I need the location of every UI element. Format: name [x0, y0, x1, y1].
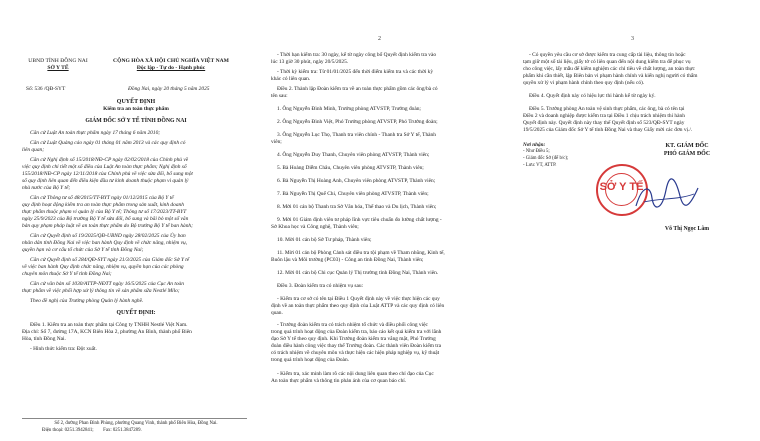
text-line: - Kiểm tra, xác minh làm rõ các nội dung liên quan theo chỉ đạo của Cục — [277, 371, 434, 377]
text-line: đạo Sở Y tế theo quy định. Khi Trưởng đoàn kiểm tra vắng mặt, Phó Trưởng — [271, 336, 436, 342]
article-1: Điều 1. Kiểm tra an toàn thực phẩm tại Công ty TNHH Nestlé Việt Nam. — [30, 322, 188, 328]
decision-title: QUYẾT ĐỊNH — [116, 99, 156, 105]
document-page-1 — [0, 0, 253, 441]
member-item: 8. Mời 01 cán bộ Thanh tra Sở Văn hóa, Thể thao và Du lịch, Thành viên; — [277, 204, 437, 210]
text-line: Buôn lậu và Môi trường (PC03) - Công an tỉnh Đồng Nai, Thành viên; — [271, 257, 424, 263]
text-line: Căn cứ văn bản số 1030/ATTP-NĐTT ngày 16/5/2025 của Cục An toàn — [30, 281, 184, 287]
text-line: quan. — [271, 310, 283, 316]
text-line: ngày 25/9/2023 của Bộ trưởng Bộ Y tế sửa đổi, bổ sung và bãi bỏ một số văn — [22, 216, 189, 222]
text-line: 155/2018/NĐ-CP ngày 12/11/2018 của Chính phủ về việc sửa đổi, bổ sung một — [22, 171, 193, 177]
text-line: bản quy phạm pháp luật về an toàn thực phẩm do Bộ trưởng Bộ Y tế ban hành; — [22, 223, 193, 229]
issuing-agency: UBND TỈNH ĐỒNG NAI SỞ Y TẾ — [28, 58, 88, 71]
document-page-3 — [507, 0, 760, 441]
text-line: - Hình thức kiểm tra: Đột xuất. — [30, 346, 97, 352]
text-line: số quy định liên quan đến điều kiện đầu tư kinh doanh thuộc phạm vi quản lý — [22, 178, 189, 184]
text-line: đoàn điều hành công việc thay thế Trưởng đoàn. Các thành viên Đoàn kiểm tra — [271, 343, 441, 349]
text-line: Hòa, tỉnh Đồng Nai. — [22, 336, 66, 342]
text-line: quyền hạn và cơ cấu tổ chức của Sở Y tế tỉnh Đồng Nai; — [22, 247, 144, 253]
text-line: - Trưởng đoàn kiểm tra có trách nhiệm tổ chức và điều phối công việc — [277, 322, 428, 328]
member-item: 7. Bà Nguyễn Thị Quế Chi, Chuyên viên phòng ATVSTP, Thành viên; — [277, 191, 429, 197]
recipient-item: - Lưu: VT, ATTP. — [523, 163, 557, 168]
sign-subtitle: PHÓ GIÁM ĐỐC — [663, 151, 711, 157]
text-line: phẩm khi cần thiết, lập Biên bản vi phạm hành chính và kiến nghị người có thẩm — [523, 73, 698, 79]
text-line: tên sau: — [271, 93, 288, 99]
page-number: 2 — [378, 36, 381, 42]
member-item: 1. Ông Nguyễn Đình Minh, Trưởng phòng ATVSTP, Trưởng đoàn; — [277, 106, 421, 112]
text-line: Căn cứ Quyết định số 19/2025/QĐ-UBND ngày 28/02/2025 của Ủy ban — [30, 233, 186, 239]
text-line: liên quan; — [22, 147, 45, 153]
recipients-label: Nơi nhận: — [523, 142, 546, 148]
text-line: 19/5/2025 của Giám đốc Sở Y tế tỉnh Đồng Nai và thay Giấy mời các đơn vị./. — [523, 127, 693, 133]
text-line: Điều 2 và doanh nghiệp được kiểm tra tại Điều 1 chịu trách nhiệm thi hành — [523, 113, 685, 119]
member-item: 6. Bà Nguyễn Thị Hoàng Anh, Chuyên viên phòng ATVSTP, Thành viên; — [277, 178, 436, 184]
signer-name: Võ Thị Ngọc Lâm — [664, 226, 710, 232]
handwritten-signature — [632, 176, 702, 216]
decision-subtitle: Kiểm tra an toàn thực phẩm — [103, 106, 169, 112]
text-line: - Thời hạn kiểm tra: 30 ngày, kể từ ngày công bố Quyết định kiểm tra vào — [277, 52, 437, 58]
member-item: 2. Ông Nguyễn Đình Việt, Phó Trưởng phòng ATVSTP, Phó Trưởng đoàn; — [277, 119, 438, 125]
article-5: Điều 5. Trưởng phòng An toàn vệ sinh thực phẩm, các ông, bà có tên tại — [529, 106, 685, 112]
text-line: Địa chỉ: Số 7, đường 17A, KCN Biên Hòa 2, phường An Bình, thành phố Biên — [22, 329, 192, 335]
article-3: Điều 3. Đoàn kiểm tra có nhiệm vụ sau: — [277, 283, 364, 289]
sign-title: KT. GIÁM ĐỐC — [665, 143, 709, 149]
text-line: Quyết định này. Quyết định này thay thế Quyết định số 523/QĐ-SYT ngày — [523, 120, 685, 126]
article-4: Điều 4. Quyết định này có hiệu lực thi hành kể từ ngày ký. — [529, 93, 656, 99]
member-item: 5. Bà Hoàng Diễm Châu, Chuyên viên phòng ATVSTP, Thành viên; — [277, 165, 424, 171]
text-line: Căn cứ Nghị định số 15/2018/NĐ-CP ngày 02/02/2018 của Chính phủ về — [30, 157, 189, 163]
text-line: định về an toàn thực phẩm theo quy định của Luật ATTP và các quy định có liên — [271, 303, 445, 309]
text-line: thực phẩm thuộc phạm vi quản lý của Bộ Y tế; Thông tư số 17/2023/TT-BYT — [22, 209, 187, 215]
text-line: quy định hoạt động kiểm tra an toàn thực phẩm trong sản xuất, kinh doanh — [22, 202, 184, 208]
document-page-2 — [253, 0, 507, 441]
page-number: 3 — [631, 36, 634, 42]
text-line: Căn cứ Luật Quảng cáo ngày 01 tháng 01 năm 2013 và các quy định có — [30, 140, 186, 146]
footer-phone-fax: Điện thoại: 0251.3942841; Fax: 0251.3847289. — [42, 428, 142, 433]
text-line: - Có quyền yêu cầu cơ sở được kiểm tra cung cấp tài liệu, thông tin hoặc — [529, 52, 686, 58]
text-line: nhà nước của Bộ Y tế; — [22, 185, 71, 191]
text-line: Sở Khoa học và Công nghệ, Thành viên; — [271, 224, 359, 230]
member-item: 4. Ông Nguyễn Duy Thanh, Chuyên viên phòng ATVSTP, Thành viên; — [277, 152, 430, 158]
member-item: 3. Ông Nguyễn Lục Thọ, Thanh tra viên chính - Thanh tra Sở Y tế, Thành — [277, 132, 436, 138]
member-item: 9. Mời 01 Giám định viên tư pháp lĩnh vực tiêu chuẩn đo lường chất lượng - — [277, 217, 442, 223]
text-line: An toàn thực phẩm và thông tin phản ánh của cơ quan báo chí. — [271, 378, 407, 384]
text-line: có trách nhiệm về chuyên môn và thực hiện các hiện pháp nghiệp vụ, kỹ thuật — [271, 350, 440, 356]
seal-text: SỞ Y TẾ — [599, 181, 644, 193]
text-line: - Kiểm tra cơ sở có tên tại Điều 1 Quyết định này về việc thực hiện các quy — [277, 296, 440, 302]
text-line: khác có liên quan. — [271, 76, 311, 82]
text-line: nhân dân tỉnh Đồng Nai về việc ban hành Quy định về chức năng, nhiệm vụ, — [22, 240, 188, 246]
member-item: 11. Mời 01 cán bộ Phòng Cảnh sát điều tra tội phạm về Tham nhũng, Kinh tế, — [277, 250, 445, 256]
article-2: Điều 2. Thành lập Đoàn kiểm tra về an toàn thực phẩm gồm các ông/bà có — [277, 86, 438, 92]
text-line: trong quá trình hoạt động của Đoàn. — [271, 357, 349, 363]
footer-address: Số 2, đường Phan Đình Phùng, phường Quang Vinh, thành phố Biên Hòa, Đồng Nai. — [54, 421, 218, 426]
text-line: trong quá trình hoạt động của Đoàn kiểm tra, báo cáo kết quả kiểm tra với lãnh — [271, 329, 442, 335]
issuing-authority: GIÁM ĐỐC SỞ Y TẾ TỈNH ĐỒNG NAI — [85, 118, 187, 124]
recipient-item: - Giám đốc Sở (để b/c); — [523, 156, 569, 161]
member-item: 12. Mời 01 cán bộ Chi cục Quản lý Thị trường tỉnh Đồng Nai, Thành viên. — [277, 270, 439, 276]
text-line: cho công việc, lấy mẫu để kiểm nghiệm các chỉ tiêu về chất lượng, an toàn thực — [523, 66, 695, 72]
document-number: Số: 536 /QĐ-SYT — [26, 86, 66, 92]
text-line: Căn cứ Quyết định số 284/QĐ-SYT ngày 21/3/2025 của Giám đốc Sở Y tế — [30, 257, 190, 263]
text-line: Theo đề nghị của Trưởng phòng Quản lý hành nghề. — [30, 298, 144, 304]
text-line: thực phẩm về việc phối hợp xử lý thông tin về sản phẩm sữa Nestlé Milo; — [22, 288, 180, 294]
text-line: lúc 13 giờ 30 phút, ngày 20/5/2025. — [271, 59, 349, 65]
member-item: 10. Mời 01 cán bộ Sở Tư pháp, Thành viên; — [277, 237, 372, 243]
text-line: viên; — [271, 139, 282, 145]
text-line: việc quy định chi tiết một số điều của Luật An toàn thực phẩm; Nghị định số — [22, 164, 187, 170]
text-line: - Thời kỳ kiểm tra: Từ 01/01/2025 đến thời điểm kiểm tra và các thời kỳ — [277, 69, 434, 75]
recipient-item: - Như Điều 5; — [523, 149, 550, 154]
text-line: tạm giữ một số tài liệu, giấy tờ có liên quan đến nội dung kiểm tra để phục vụ — [523, 59, 691, 65]
text-line: Căn cứ Thông tư số 48/2015/TT-BYT ngày 01/12/2015 của Bộ Y tế — [30, 195, 174, 201]
footer-divider — [22, 418, 247, 419]
text-line: Căn cứ Luật An toàn thực phẩm ngày 17 tháng 6 năm 2010; — [30, 130, 161, 136]
national-motto: CỘNG HÒA XÃ HỘI CHỦ NGHĨA VIỆT NAM Độc lập - Tự do - Hạnh phúc — [113, 58, 229, 71]
text-line: chuyên môn thuộc Sở Y tế tỉnh Đồng Nai; — [22, 271, 112, 277]
text-line: quyền xử lý vi phạm hành chính theo quy định (nếu có). — [523, 80, 645, 86]
decision-heading: QUYẾT ĐỊNH: — [116, 310, 156, 316]
document-date: Đồng Nai, ngày 20 tháng 5 năm 2025 — [128, 86, 210, 92]
text-line: về việc ban hành Quy định chức năng, nhiệm vụ, quyền hạn của các phòng — [22, 264, 184, 270]
